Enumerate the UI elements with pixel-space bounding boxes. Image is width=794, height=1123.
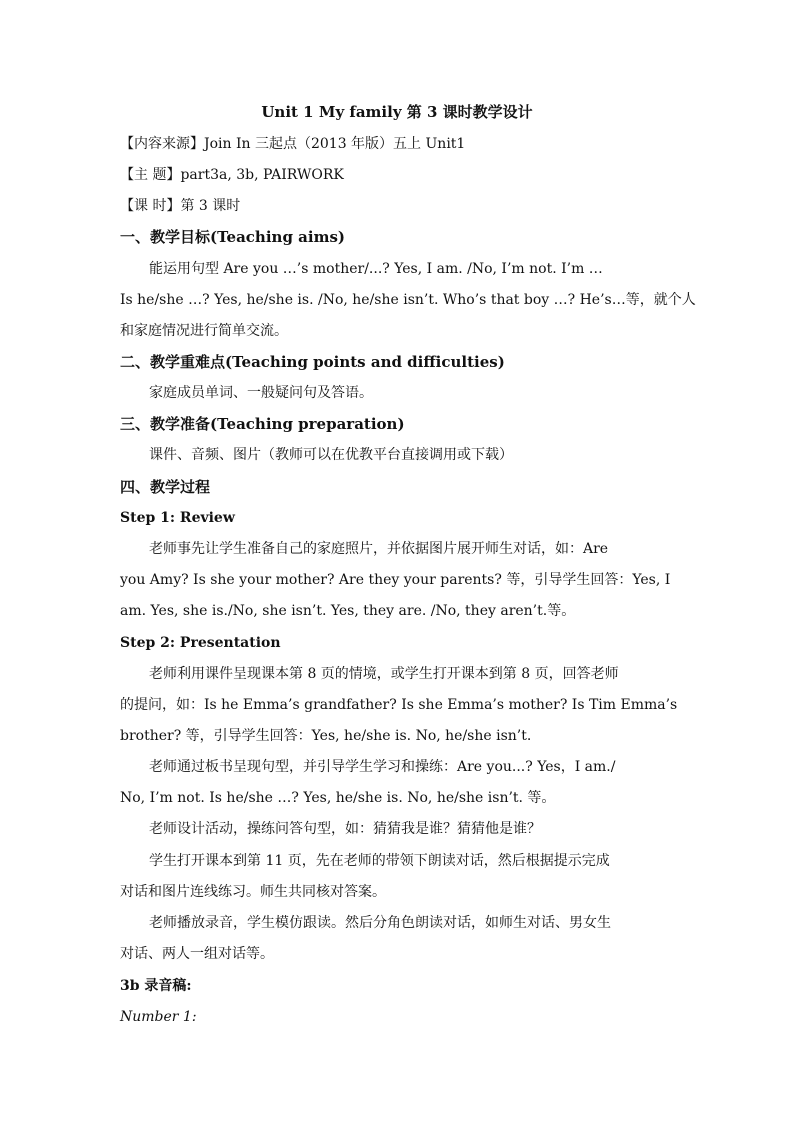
step2-p2-line-1: 老师通过板书呈现句型，并引导学生学习和操练：Are you...? Yes，I am./ [149,759,616,775]
script-heading: 3b 录音稿: [120,978,192,994]
section-difficulties-heading: 二、教学重难点(Teaching points and difficulties) [120,353,505,371]
step1-line-3: am. Yes, she is./No, she isn’t. Yes, they are. /No, they aren’t.等。 [120,603,576,619]
step2-p3: 老师设计活动，操练问答句型，如：猜猜我是谁？猜猜他是谁？ [149,821,541,837]
step1-heading: Step 1: Review [120,510,235,526]
document-title: Unit 1 My family 第 3 课时教学设计 [261,103,533,121]
step2-heading: Step 2: Presentation [120,635,281,651]
step2-p5-line-2: 对话、两人一组对话等。 [120,946,274,962]
step1-line-1: 老师事先让学生准备自己的家庭照片，并依据图片展开师生对话，如：Are [149,541,609,557]
difficulties-text: 家庭成员单词、一般疑问句及答语。 [149,385,373,401]
step2-p5-line-1: 老师播放录音，学生模仿跟读。然后分角色朗读对话，如师生对话、男女生 [149,915,611,931]
step2-p1-line-2: 的提问，如：Is he Emma’s grandfather? Is she Emma’s mother? Is Tim Emma’s [120,697,678,713]
aims-line-3: 和家庭情况进行简单交流。 [120,323,288,339]
step2-p2-line-2: No, I’m not. Is he/she …? Yes, he/she is. No, he/she isn’t. 等。 [120,790,556,806]
step1-line-2: you Amy? Is she your mother? Are they your parents? 等，引导学生回答：Yes, I [120,572,671,588]
meta-topic: 【主 题】part3a, 3b, PAIRWORK [120,167,344,183]
section-aims-heading: 一、教学目标(Teaching aims) [120,228,345,246]
number-1-label: Number 1: [120,1009,197,1025]
meta-lesson: 【课 时】第 3 课时 [120,198,241,214]
section-process-heading: 四、教学过程 [120,478,211,496]
step2-p1-line-1: 老师利用课件呈现课本第 8 页的情境，或学生打开课本到第 8 页，回答老师 [149,666,619,682]
meta-source: 【内容来源】Join In 三起点（2013 年版）五上 Unit1 [120,136,466,152]
step2-p4-line-2: 对话和图片连线练习。师生共同核对答案。 [120,884,386,900]
aims-line-2: Is he/she …? Yes, he/she is. /No, he/she isn’t. Who’s that boy …? He’s…等，就个人 [120,292,696,308]
step2-p1-line-3: brother? 等，引导学生回答：Yes, he/she is. No, he/she isn’t. [120,728,532,744]
aims-line-1: 能运用句型 Are you …’s mother/...? Yes, I am. /No, I’m not. I’m … [149,261,603,277]
preparation-text: 课件、音频、图片（教师可以在优教平台直接调用或下载） [149,447,513,463]
step2-p4-line-1: 学生打开课本到第 11 页，先在老师的带领下朗读对话，然后根据提示完成 [149,853,610,869]
section-preparation-heading: 三、教学准备(Teaching preparation) [120,415,405,433]
